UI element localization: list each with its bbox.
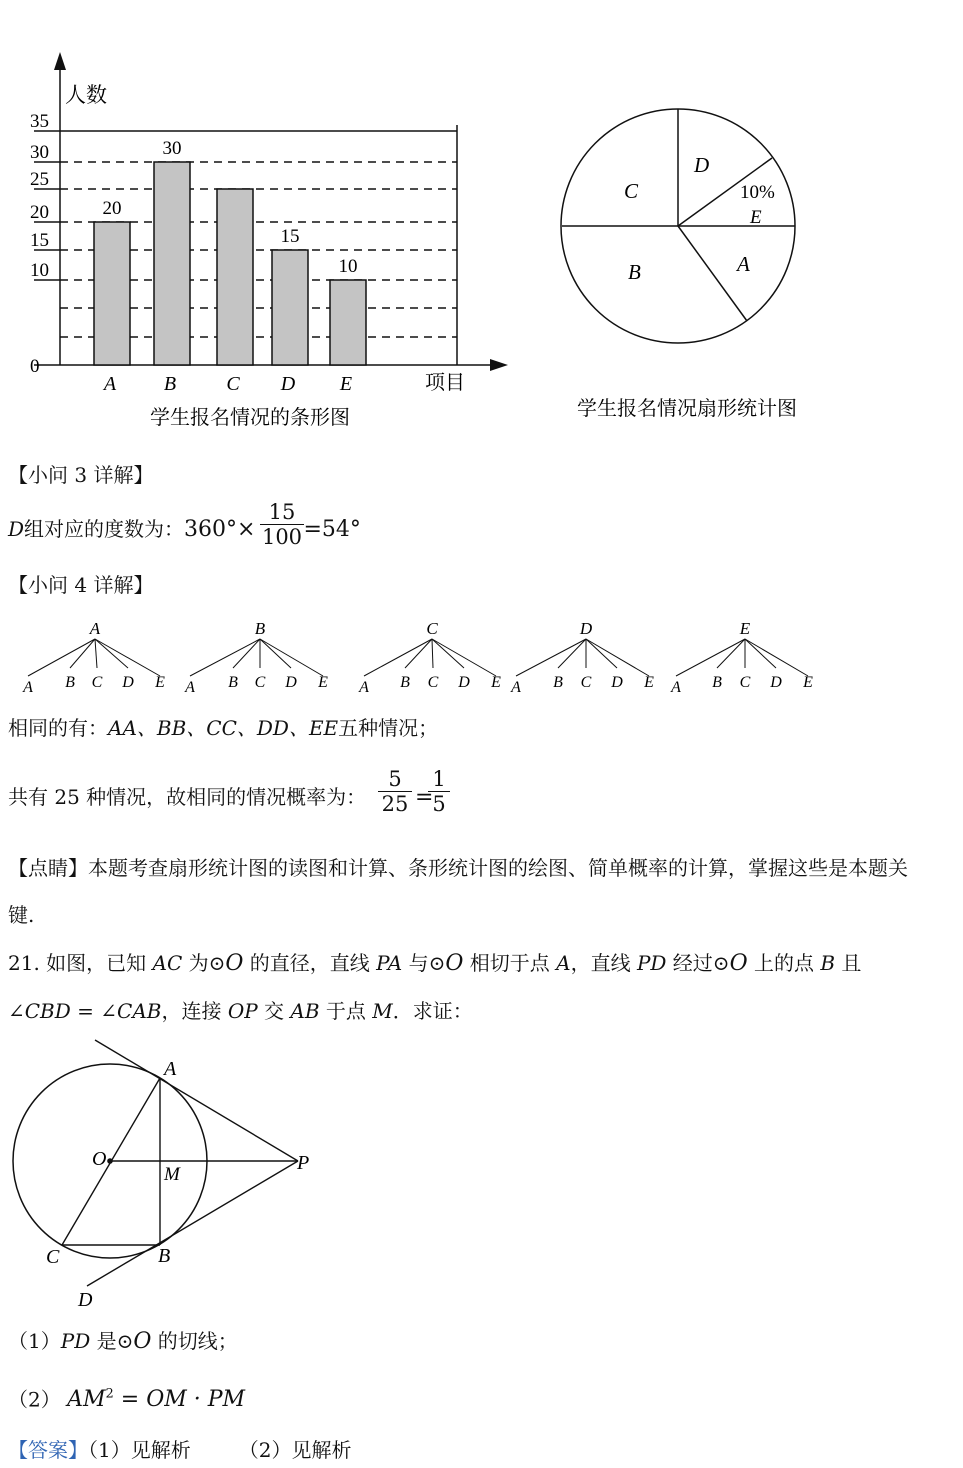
frac-num: 5 [388, 767, 402, 791]
same-items: AA、BB、CC、DD、EE [108, 716, 339, 740]
tree-leaf-label: C [427, 674, 439, 691]
problem-text: 与⊙ [402, 951, 446, 975]
problem21-line1 [8, 950, 861, 977]
problem-text: ．求证： [392, 999, 473, 1023]
bar-chart-caption: 学生报名情况的条形图 [150, 405, 350, 429]
pie-label-c: C [624, 179, 639, 203]
same-prefix: 相同的有： [8, 716, 108, 740]
category-label: D [280, 373, 296, 395]
tree-branch [95, 639, 128, 668]
q2-am: AM [67, 1387, 106, 1413]
frac-den: 5 [428, 791, 450, 816]
geometry-figure [0, 1030, 340, 1320]
tree-root-label: A [89, 619, 101, 638]
bar-value-label: 30 [162, 138, 182, 159]
tree-leaf-label: D [285, 674, 297, 691]
frac-num: 1 [432, 767, 446, 791]
tree-leaf-label: A [23, 679, 33, 696]
q1-suffix: 的切线； [151, 1329, 238, 1353]
tree-leaf-label: E [155, 674, 165, 691]
question-1 [8, 1328, 238, 1355]
problem-text: 经过⊙ [666, 951, 730, 975]
math-var: O [225, 951, 244, 976]
tree-branch [432, 639, 433, 668]
tree-leaf-label: C [91, 674, 103, 691]
math-var: O [729, 951, 748, 976]
answer-tag: 【答案】 [8, 1438, 88, 1462]
frac-den: 100 [261, 525, 303, 549]
fraction-5-25 [378, 767, 412, 816]
tree-branch [95, 639, 97, 668]
math-var: O [445, 951, 464, 976]
tree-leaf-label: D [458, 674, 470, 691]
tree-leaf-label: C [739, 674, 751, 691]
comment-line1: 【点睛】本题考查扇形统计图的读图和计算、条形统计图的绘图、简单概率的计算，掌握这些是本题关 [8, 856, 908, 880]
math-var: AC [152, 951, 183, 975]
expr-b: =54° [303, 517, 361, 542]
problem-text: 的直径，直线 [243, 951, 377, 975]
y-axis-label: 人数 [65, 83, 107, 107]
tree-leaf-label: C [580, 674, 592, 691]
problem-text: 21. 如图，已知 [8, 951, 153, 975]
y-tick-label: 30 [30, 142, 49, 163]
tree-branch [717, 639, 745, 668]
q2-expr [67, 1387, 245, 1412]
category-label: E [339, 373, 353, 395]
tree-leaf-label: A [671, 679, 681, 696]
tree-leaf-label: A [359, 679, 369, 696]
tree-leaf-label: A [185, 679, 195, 696]
tree-leaf-label: E [803, 674, 813, 691]
math-var: A [556, 951, 571, 975]
q2-number: （2） [8, 1387, 61, 1412]
tree-leaf-label: D [770, 674, 782, 691]
bar-e [330, 280, 366, 365]
point-d-label: D [78, 1289, 93, 1311]
tree-root-label: E [739, 619, 751, 638]
tree-leaf-label: B [228, 674, 238, 691]
tree-branch [28, 639, 95, 676]
pie-chart-caption: 学生报名情况扇形统计图 [577, 396, 797, 420]
tree-diagram [0, 615, 963, 697]
answer-2: （2）见解析 [238, 1438, 352, 1462]
section4-heading: 【小问 4 详解】 [8, 573, 154, 597]
tree-branch [405, 639, 432, 668]
question-2 [8, 1382, 245, 1413]
tree-leaf-label: B [553, 674, 563, 691]
problem-text: 相切于点 [463, 951, 557, 975]
q1-text: 是⊙ [90, 1329, 134, 1353]
same-suffix: 五种情况； [338, 716, 439, 740]
group-var: D [8, 517, 25, 541]
y-tick-label: 10 [30, 260, 49, 281]
bars [94, 138, 366, 365]
point-b-label: B [158, 1245, 171, 1267]
math-var: PD [636, 951, 667, 975]
tree-c [358, 619, 501, 696]
bar-d [272, 250, 308, 365]
tangent-pa [95, 1040, 298, 1161]
tree-leaf-label: E [318, 674, 328, 691]
tree-leaf-label: B [65, 674, 75, 691]
answer-1: （1）见解析 [88, 1438, 191, 1462]
tree-leaf-label: E [644, 674, 654, 691]
math-var: AB [290, 999, 320, 1023]
pie-label-d: D [694, 153, 710, 177]
q2-rest: = OM · PM [113, 1387, 246, 1413]
tree-branch [676, 639, 745, 676]
tree-leaf-label: D [122, 674, 134, 691]
q2-sup: 2 [105, 1387, 114, 1402]
same-outcomes-line [8, 715, 438, 741]
tree-branch [558, 639, 586, 668]
problem-text: ∠CBD = ∠CAB [8, 999, 162, 1023]
tree-branch [586, 639, 649, 676]
tree-root-label: D [579, 619, 593, 638]
frac-num: 15 [268, 500, 296, 524]
section3-line [8, 516, 361, 543]
bar-value-label: 10 [338, 256, 358, 277]
tree-b [184, 619, 328, 696]
point-a-label: A [164, 1058, 177, 1080]
section3-heading: 【小问 3 详解】 [8, 463, 154, 487]
point-m-label: M [164, 1164, 180, 1185]
point-p-label: P [297, 1152, 310, 1174]
point-o-label: O [92, 1148, 107, 1170]
tree-branch [432, 639, 496, 676]
bar-b [154, 162, 190, 365]
y-tick-label: 15 [30, 230, 49, 251]
tree-branch [70, 639, 95, 668]
category-label: B [163, 373, 177, 395]
tree-branch [516, 639, 586, 676]
pie-label-b: B [628, 260, 641, 284]
math-var: PA [376, 951, 403, 975]
math-var: B [820, 951, 836, 975]
tree-leaf-label: C [254, 674, 266, 691]
bar-value-label: 20 [102, 198, 122, 219]
tree-d [510, 619, 654, 696]
tree-branch [233, 639, 260, 668]
x-axis-label: 项目 [425, 370, 465, 394]
problem-text: 上的点 [747, 951, 821, 975]
tree-branch [260, 639, 291, 668]
bar-chart [0, 40, 520, 440]
tree-branch [745, 639, 808, 676]
y-tick-label: 0 [30, 356, 40, 377]
point-c-label: C [46, 1246, 60, 1268]
tree-e [670, 619, 813, 696]
tree-branch [190, 639, 260, 676]
tree-root-label: C [426, 619, 438, 638]
pie-label-e: E [750, 207, 762, 228]
bar-c [217, 189, 253, 365]
expr-a: 360°× [184, 517, 256, 542]
tree-leaf-label: B [712, 674, 722, 691]
problem21-line2 [8, 998, 473, 1024]
problem-text: ，直线 [570, 951, 637, 975]
math-var: M [372, 999, 393, 1023]
tree-branch [745, 639, 776, 668]
pie-chart [540, 90, 840, 430]
y-tick-label: 35 [30, 111, 49, 132]
fraction-1-5 [428, 767, 450, 816]
bar-value-label: 15 [280, 226, 300, 247]
answer-line [8, 1437, 351, 1463]
tree-branch [260, 639, 323, 676]
fraction-15-100 [260, 500, 304, 549]
total-outcomes-line: 共有 25 种情况，故相同的情况概率为： [8, 785, 367, 809]
y-axis-arrow [54, 52, 66, 70]
tree-a [22, 619, 165, 696]
tree-leaf-label: E [491, 674, 501, 691]
problem-text: 为⊙ [182, 951, 226, 975]
tree-branch [586, 639, 617, 668]
equals-sign: = [415, 785, 434, 810]
problem-text: ，连接 [161, 999, 228, 1023]
tree-leaf-label: B [400, 674, 410, 691]
comment-line2: 键. [8, 903, 35, 927]
tree-branch [95, 639, 160, 676]
tree-leaf-label: A [511, 679, 521, 696]
category-labels [102, 373, 352, 395]
tree-branch [364, 639, 432, 676]
tree-root-label: B [254, 619, 266, 638]
problem-text: 且 [835, 951, 862, 975]
frac-den: 25 [378, 791, 412, 816]
x-axis-arrow [490, 359, 508, 371]
section3-text: 组对应的度数为： [24, 517, 185, 541]
bar-a [94, 222, 130, 365]
line-pd [87, 1161, 298, 1286]
tree-branch [432, 639, 464, 668]
q1-o: O [133, 1329, 152, 1354]
math-var: OP [227, 999, 258, 1023]
pie-label-pct: 10% [740, 182, 775, 203]
y-tick-label: 20 [30, 202, 49, 223]
y-tick-label: 25 [30, 169, 49, 190]
pie-label-a: A [737, 252, 750, 276]
q1-number: （1） [8, 1329, 61, 1353]
problem-text: 于点 [319, 999, 373, 1023]
category-label: A [103, 373, 117, 395]
tree-leaf-label: D [611, 674, 623, 691]
q1-var: PD [60, 1329, 91, 1353]
problem-text: 交 [257, 999, 291, 1023]
center-dot [107, 1158, 113, 1164]
category-label: C [226, 373, 240, 395]
y-tick-labels [30, 111, 60, 377]
